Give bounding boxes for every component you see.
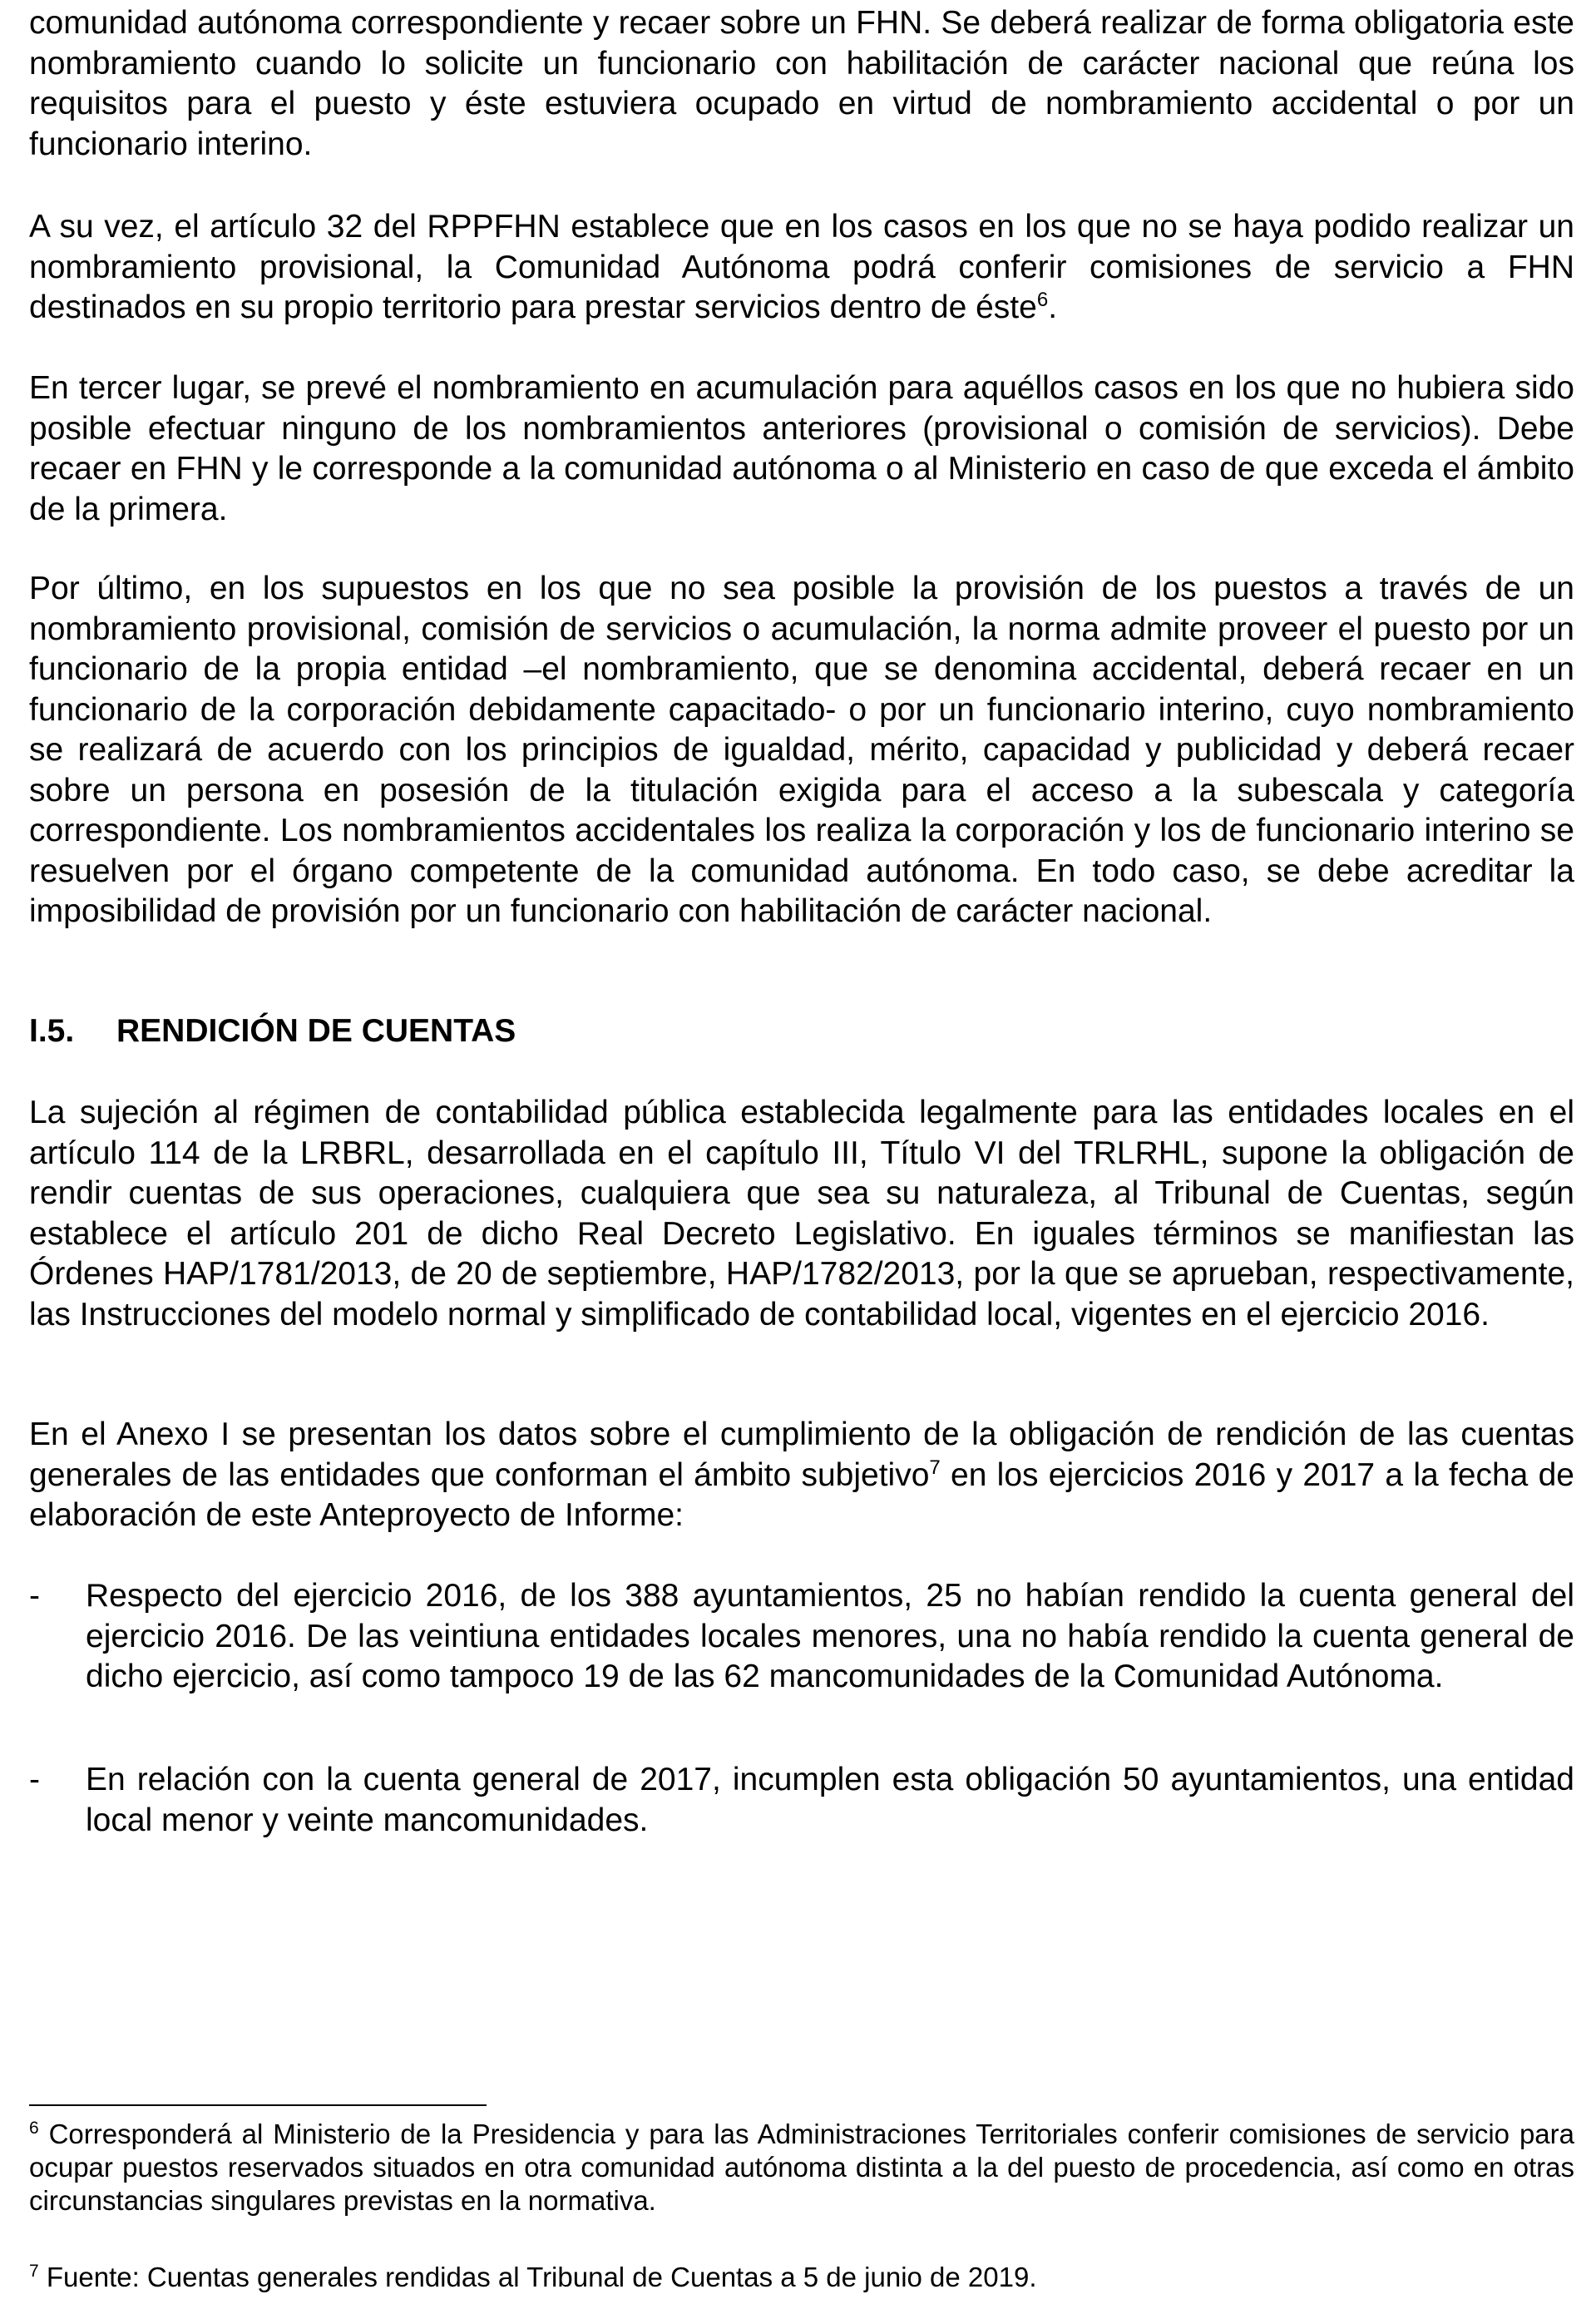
paragraph-text: A su vez, el artículo 32 del RPPFHN establece que en los casos en los que no se haya podido realizar un nombramiento provisional, la Comunidad Autónoma podrá conferir comisiones de servicio a FHN destinados en su propio territorio para prestar servicios dentro de éste — [29, 209, 1574, 325]
paragraph — [29, 207, 1574, 329]
list-item — [29, 1576, 1574, 1743]
footnote — [29, 2261, 1574, 2294]
list-bullet: - — [29, 1762, 40, 1797]
footnote-number: 6 — [29, 2119, 39, 2138]
list-item-text: En relación con la cuenta general de 2017, incumplen esta obligación 50 ayuntamientos, una entidad local menor y veinte mancomunidades. — [86, 1762, 1574, 1838]
footnote-number: 7 — [29, 2262, 39, 2281]
list-bullet: - — [29, 1578, 40, 1614]
footnote — [29, 2118, 1574, 2218]
paragraph — [29, 1415, 1574, 1536]
list-item — [29, 1760, 1574, 1843]
list-item-text: Respecto del ejercicio 2016, de los 388 ayuntamientos, 25 no habían rendido la cuenta general del ejercicio 2016. De las veintiuna entidades locales menores, una no había rendido la cuenta general de dicho ejercicio, así como tampoco 19 de las 62 mancomunidades de la Comunidad Autónoma. — [86, 1578, 1574, 1694]
section-heading — [29, 1011, 1574, 1051]
footnote-separator — [29, 2104, 487, 2106]
section-number: I.5. — [29, 1013, 75, 1049]
section-title: RENDICIÓN DE CUENTAS — [116, 1013, 516, 1049]
footnote-reference[interactable]: 6 — [1036, 289, 1049, 311]
footnote-text: Corresponderá al Ministerio de la Presidencia y para las Administraciones Territoriales conferir comisiones de servicio para ocupar puestos reservados situados en otra comunidad autónoma distinta a la del puesto de procedencia, así como en otras circunstancias singulares previstas en la normativa. — [29, 2119, 1574, 2216]
paragraph: En tercer lugar, se prevé el nombramiento en acumulación para aquéllos casos en los que no hubiera sido posible efectuar ninguno de los nombramientos anteriores (provisional o comisión de servicios). Debe recaer en FHN y le corresponde a la comunidad autónoma o al Ministerio en caso de que exceda el ámbito de la primera. — [29, 370, 1574, 527]
footnote-text: Fuente: Cuentas generales rendidas al Tribunal de Cuentas a 5 de junio de 2019. — [38, 2262, 1037, 2292]
paragraph: comunidad autónoma correspondiente y recaer sobre un FHN. Se deberá realizar de forma obligatoria este nombramiento cuando lo solicite un funcionario con habilitación de carácter nacional que reúna los requisitos para el puesto y éste estuviera ocupado en virtud de nombramiento accidental o por un funcionario interino. — [29, 5, 1574, 162]
paragraph-text: En el Anexo I se presentan los datos sobre el cumplimiento de la obligación de rendición de las cuentas generales de las entidades que conforman el ámbito subjetivo — [29, 1417, 1574, 1493]
paragraph: Por último, en los supuestos en los que no sea posible la provisión de los puestos a través de un nombramiento provisional, comisión de servicios o acumulación, la norma admite proveer el puesto por un funcionario de la propia entidad –el nombramiento, que se denomina accidental, deberá recaer en un funcionario de la corporación debidamente capacitado- o por un funcionario interino, cuyo nombramiento se realizará de acuerdo con los principios de igualdad, mérito, capacidad y publicidad y deberá recaer sobre un persona en posesión de la titulación exigida para el acceso a la subescala y categoría correspondiente. Los nombramientos accidentales los realiza la corporación y los de funcionario interino se resuelven por el órgano competente de la comunidad autónoma. En todo caso, se debe acreditar la imposibilidad de provisión por un funcionario con habilitación de carácter nacional. — [29, 571, 1574, 929]
footnote-reference[interactable]: 7 — [929, 1456, 941, 1479]
paragraph-text: en los ejercicios 2016 y 2017 a la fecha de elaboración de este Anteproyecto de Informe: — [29, 1456, 1574, 1533]
paragraph: La sujeción al régimen de contabilidad pública establecida legalmente para las entidades locales en el artículo 114 de la LRBRL, desarrollada en el capítulo III, Título VI del TRLRHL, supone la obligación de rendir cuentas de sus operaciones, cualquiera que sea su naturaleza, al Tribunal de Cuentas, según establece el artículo 201 de dicho Real Decreto Legislativo. En iguales términos se manifiestan las Órdenes HAP/1781/2013, de 20 de septiembre, HAP/1782/2013, por la que se aprueban, respectivamente, las Instrucciones del modelo normal y simplificado de contabilidad local, vigentes en el ejercicio 2016. — [29, 1095, 1574, 1332]
paragraph-text: . — [1048, 289, 1058, 325]
